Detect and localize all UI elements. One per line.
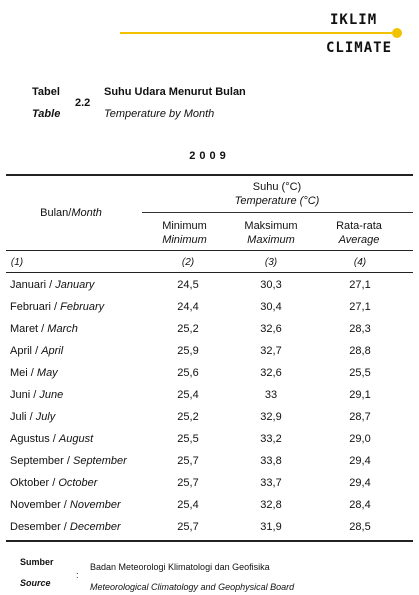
row-avg: 29,0 (349, 433, 371, 445)
table-row (6, 363, 413, 385)
row-max: 32,6 (260, 367, 282, 379)
row-avg: 28,3 (349, 323, 371, 335)
row-min: 24,5 (177, 279, 199, 291)
row-month-en: March (47, 323, 78, 335)
row-min: 25,7 (177, 521, 199, 533)
row-month (10, 279, 94, 291)
row-max: 32,9 (260, 411, 282, 423)
table-row (6, 275, 413, 297)
row-month-en: August (58, 433, 94, 445)
table-row (6, 297, 413, 319)
header-accent-dot (392, 28, 402, 38)
row-max: 32,8 (260, 499, 282, 511)
row-month-separator: / (49, 477, 59, 489)
header-avg (315, 219, 403, 247)
header-avg-id: Rata-rata (336, 220, 382, 232)
row-min: 25,4 (177, 389, 199, 401)
col-num-2: (2) (181, 257, 195, 268)
header-suhu-id: Suhu (°C) (252, 181, 302, 193)
row-month-id: Oktober (10, 477, 50, 489)
numbering-rule (6, 272, 413, 273)
header-bottom-rule (6, 250, 413, 251)
table-row (6, 385, 413, 407)
row-month-separator: / (32, 345, 42, 357)
row-month-separator: / (46, 279, 56, 291)
row-month-separator: / (26, 411, 36, 423)
row-month (10, 433, 93, 445)
row-max: 33,7 (260, 477, 282, 489)
table-bottom-rule (6, 540, 413, 542)
row-month (10, 345, 63, 357)
row-month-id: Maret (10, 323, 39, 335)
source-text-en: Meteorological Climatology and Geophysical Board (90, 582, 295, 592)
header-suhu (142, 180, 412, 208)
row-month-separator: / (27, 367, 37, 379)
row-min: 25,7 (177, 455, 199, 467)
row-month (10, 301, 104, 313)
row-month-id: Juli (10, 411, 27, 423)
row-month-en: October (58, 477, 98, 489)
row-max: 30,3 (260, 279, 282, 291)
table-row (6, 473, 413, 495)
table-row (6, 517, 413, 539)
row-month-en: September (72, 455, 127, 467)
row-month-separator: / (60, 521, 70, 533)
row-month (10, 367, 58, 379)
row-month-separator: / (50, 301, 61, 313)
row-month (10, 389, 63, 401)
row-month-en: April (41, 345, 64, 357)
row-month-separator: / (60, 499, 70, 511)
row-month-en: January (55, 279, 95, 291)
row-month-id: Agustus (10, 433, 50, 445)
row-max: 33,8 (260, 455, 282, 467)
table-title: Suhu Udara Menurut Bulan (104, 86, 246, 98)
table-label-en: Table (32, 108, 61, 120)
row-month-en: February (60, 301, 105, 313)
row-month (10, 499, 121, 511)
header-month-en: Month (71, 207, 102, 219)
row-min: 25,6 (177, 367, 199, 379)
row-month-id: Januari (10, 279, 47, 291)
header-max (227, 219, 315, 247)
row-max: 33 (264, 389, 278, 401)
row-month-id: November (10, 499, 61, 511)
row-max: 31,9 (260, 521, 282, 533)
source-text: Badan Meteorologi Klimatologi dan Geofisika (90, 562, 270, 572)
table-title-en: Temperature by Month (104, 108, 215, 120)
row-avg: 27,1 (349, 301, 371, 313)
table-row (6, 319, 413, 341)
section-title-iklim: IKLIM (330, 12, 378, 28)
row-month-separator: / (38, 323, 48, 335)
row-min: 25,9 (177, 345, 199, 357)
row-month-separator: / (49, 433, 59, 445)
row-month-en: June (39, 389, 64, 401)
row-avg: 29,4 (349, 477, 371, 489)
table-row (6, 495, 413, 517)
col-num-1: (1) (10, 257, 24, 268)
table-number: 2.2 (75, 97, 91, 109)
row-month-en: May (36, 367, 58, 379)
row-month (10, 477, 97, 489)
row-month-id: Desember (10, 521, 61, 533)
header-sub-rule (142, 212, 413, 213)
row-avg: 28,7 (349, 411, 371, 423)
row-month-en: December (69, 521, 121, 533)
table-top-rule (6, 174, 413, 176)
row-max: 32,6 (260, 323, 282, 335)
row-avg: 28,4 (349, 499, 371, 511)
table-row (6, 429, 413, 451)
row-month-separator: / (30, 389, 40, 401)
row-avg: 29,1 (349, 389, 371, 401)
row-avg: 27,1 (349, 279, 371, 291)
header-month-id: Bulan/ (40, 207, 72, 219)
table-row (6, 341, 413, 363)
col-num-4: (4) (353, 257, 367, 268)
header-accent-line (120, 32, 392, 34)
row-avg: 29,4 (349, 455, 371, 467)
row-month-id: Februari (10, 301, 51, 313)
header-max-id: Maksimum (244, 220, 298, 232)
row-min: 24,4 (177, 301, 199, 313)
header-min-id: Minimum (162, 220, 207, 232)
table-label: Tabel (32, 86, 60, 98)
row-avg: 25,5 (349, 367, 371, 379)
row-month-en: July (35, 411, 56, 423)
source-label-en: Source (20, 578, 51, 588)
col-num-3: (3) (264, 257, 278, 268)
row-month-id: September (10, 455, 64, 467)
row-month (10, 521, 121, 533)
header-min-en: Minimum (162, 234, 207, 246)
source-colon: : (76, 570, 79, 580)
header-month (6, 206, 136, 220)
row-max: 33,2 (260, 433, 282, 445)
row-min: 25,2 (177, 323, 199, 335)
source-label: Sumber (20, 557, 54, 567)
header-max-en: Maximum (247, 234, 295, 246)
row-min: 25,5 (177, 433, 199, 445)
table-row (6, 407, 413, 429)
section-title-climate: CLIMATE (326, 40, 393, 56)
row-month (10, 411, 55, 423)
header-min (142, 219, 227, 247)
row-max: 32,7 (260, 345, 282, 357)
row-month-id: April (10, 345, 33, 357)
header-avg-en: Average (338, 234, 380, 246)
row-min: 25,2 (177, 411, 199, 423)
row-month-id: Mei (10, 367, 28, 379)
row-avg: 28,5 (349, 521, 371, 533)
row-month-id: Juni (10, 389, 31, 401)
row-avg: 28,8 (349, 345, 371, 357)
row-min: 25,4 (177, 499, 199, 511)
row-month (10, 323, 78, 335)
row-month-en: November (69, 499, 121, 511)
row-min: 25,7 (177, 477, 199, 489)
row-month-separator: / (63, 455, 73, 467)
header-suhu-en: Temperature (°C) (234, 195, 320, 207)
row-month (10, 455, 127, 467)
table-year: 2009 (189, 150, 230, 162)
row-max: 30,4 (260, 301, 282, 313)
table-row (6, 451, 413, 473)
